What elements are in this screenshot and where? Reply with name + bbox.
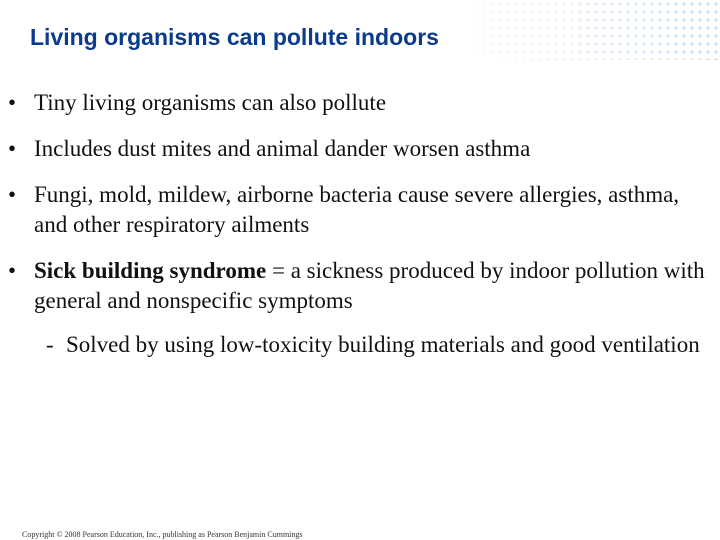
bullet-text xyxy=(34,256,708,316)
bullet-item xyxy=(8,134,708,164)
slide-title: Living organisms can pollute indoors xyxy=(30,24,439,50)
decorative-dot-pattern xyxy=(440,0,720,60)
copyright-footer: Copyright © 2008 Pearson Education, Inc., publishing as Pearson Benjamin Cummings xyxy=(22,530,303,539)
bullet-marker: • xyxy=(8,182,17,207)
sub-bullet-item xyxy=(46,330,708,360)
term-definition: = a sickness produced by indoor pollution with general and nonspecific symptoms xyxy=(34,258,705,313)
bullet-item xyxy=(8,256,708,316)
dash-marker: - xyxy=(46,332,54,357)
bullet-marker: • xyxy=(8,258,17,283)
bullet-text: Fungi, mold, mildew, airborne bacteria cause severe allergies, asthma, and other respiratory ailments xyxy=(34,182,680,237)
bullet-marker: • xyxy=(8,136,17,161)
bullet-item xyxy=(8,180,708,240)
bullet-list xyxy=(8,88,708,360)
sub-bullet-text: Solved by using low-toxicity building materials and good ventilation xyxy=(66,332,700,357)
bullet-marker: • xyxy=(8,90,17,115)
bold-term: Sick building syndrome xyxy=(34,258,267,283)
bullet-item xyxy=(8,88,708,118)
bullet-text: Includes dust mites and animal dander worsen asthma xyxy=(34,136,531,161)
bullet-text: Tiny living organisms can also pollute xyxy=(34,90,387,115)
